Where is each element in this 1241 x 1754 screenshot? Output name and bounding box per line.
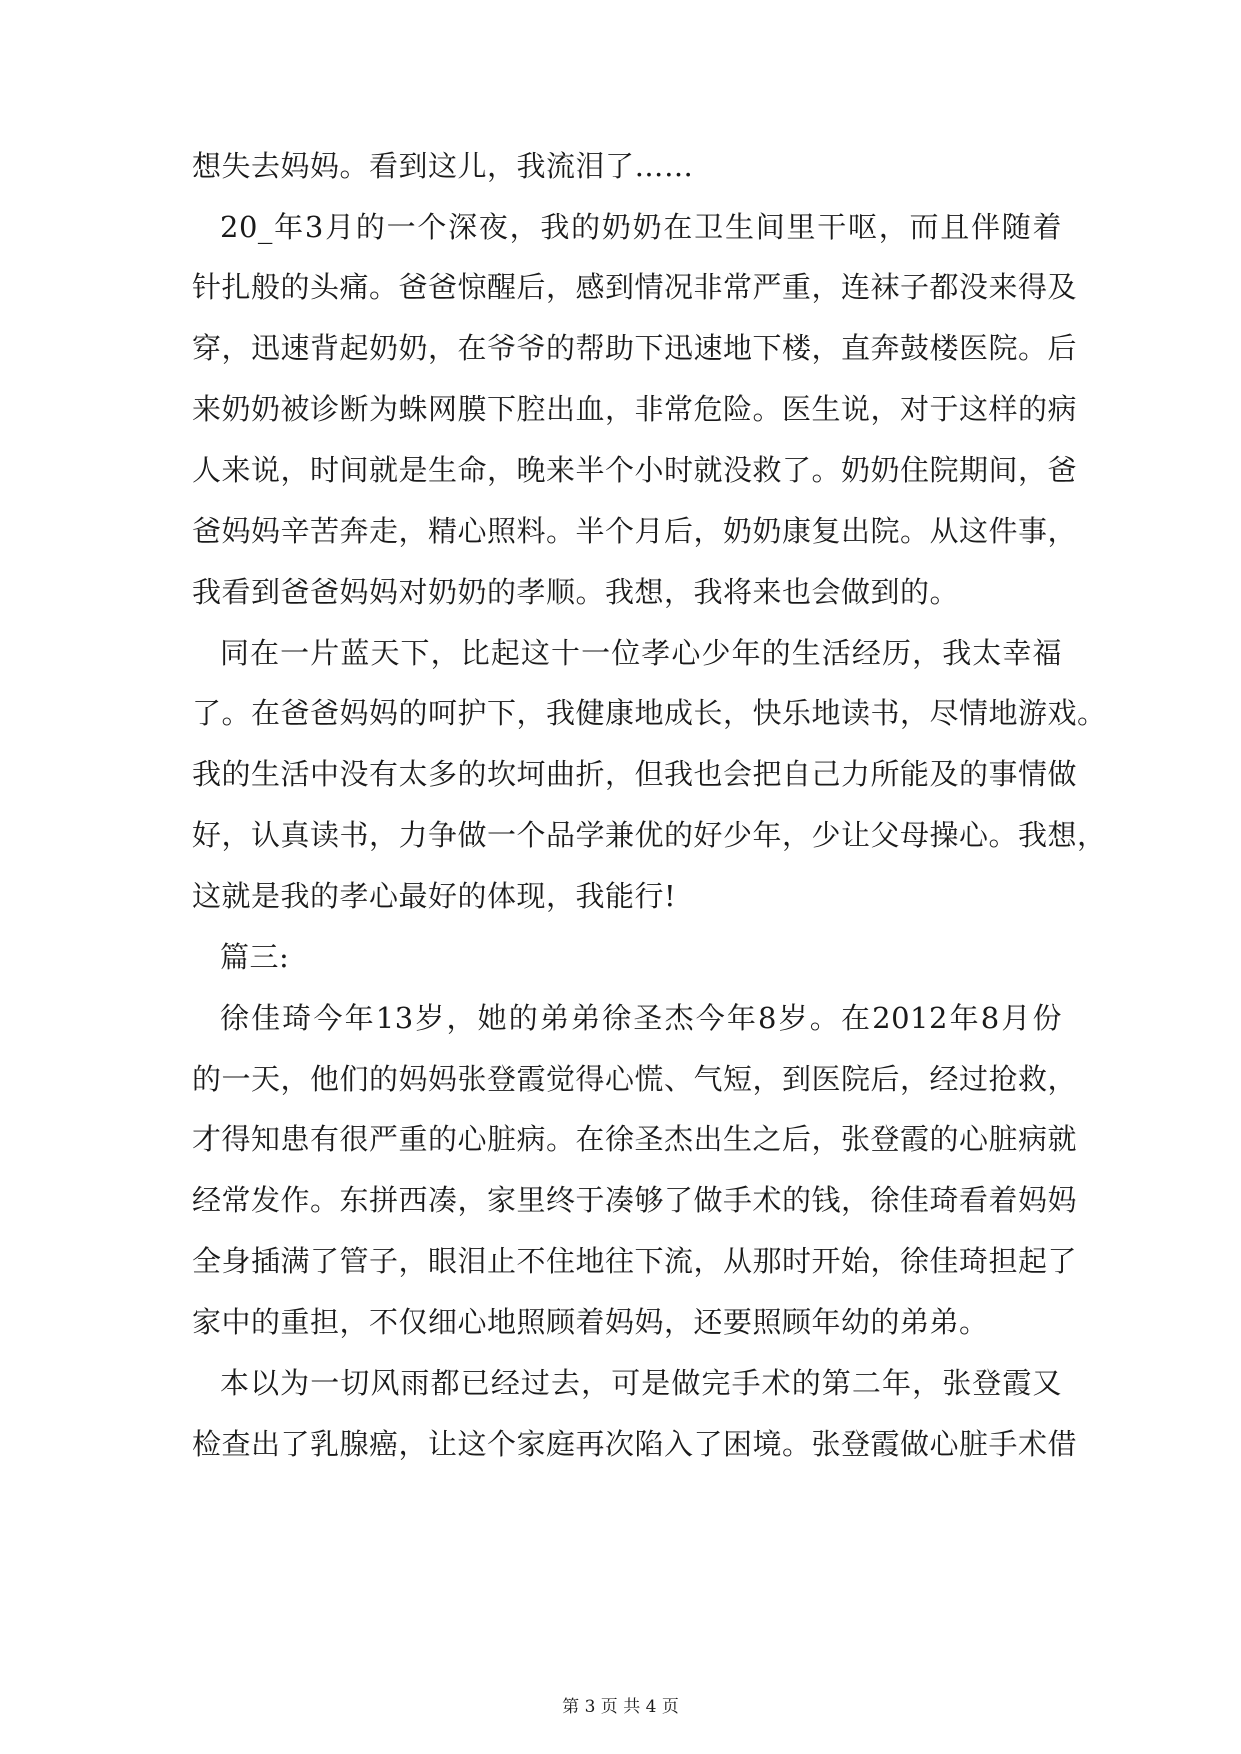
text-line: 好，认真读书，力争做一个品学兼优的好少年，少让父母操心。我想， <box>192 818 1107 852</box>
section-heading: 篇三: <box>220 940 290 974</box>
text-line: 这就是我的孝心最好的体现，我能行! <box>192 879 677 913</box>
text-line: 人来说，时间就是生命，晚来半个小时就没救了。奶奶住院期间，爸 <box>192 453 1078 487</box>
text-line: 徐佳琦今年13岁，她的弟弟徐圣杰今年8岁。在2012年8月份 <box>220 1001 1062 1035</box>
text-line: 我看到爸爸妈妈对奶奶的孝顺。我想，我将来也会做到的。 <box>192 575 960 609</box>
text-line: 经常发作。东拼西凑，家里终于凑够了做手术的钱，徐佳琦看着妈妈 <box>192 1183 1078 1217</box>
text-line: 同在一片蓝天下，比起这十一位孝心少年的生活经历，我太幸福 <box>220 636 1062 670</box>
page-footer: 第 3 页 共 4 页 <box>562 1697 679 1717</box>
text-line: 我的生活中没有太多的坎坷曲折，但我也会把自己力所能及的事情做 <box>192 757 1078 791</box>
text-line: 20_年3月的一个深夜，我的奶奶在卫生间里干呕，而且伴随着 <box>220 210 1062 244</box>
text-line: 针扎般的头痛。爸爸惊醒后，感到情况非常严重，连袜子都没来得及 <box>192 270 1078 304</box>
text-line: 穿，迅速背起奶奶，在爷爷的帮助下迅速地下楼，直奔鼓楼医院。后 <box>192 331 1078 365</box>
text-line: 本以为一切风雨都已经过去，可是做完手术的第二年，张登霞又 <box>220 1366 1062 1400</box>
text-line: 了。在爸爸妈妈的呵护下，我健康地成长，快乐地读书，尽情地游戏。 <box>192 696 1107 730</box>
text-line: 的一天，他们的妈妈张登霞觉得心慌、气短，到医院后，经过抢救， <box>192 1062 1078 1096</box>
text-line: 才得知患有很严重的心脏病。在徐圣杰出生之后，张登霞的心脏病就 <box>192 1122 1078 1156</box>
text-line: 想失去妈妈。看到这儿，我流泪了…… <box>192 149 694 183</box>
text-line: 家中的重担，不仅细心地照顾着妈妈，还要照顾年幼的弟弟。 <box>192 1305 989 1339</box>
text-line: 检查出了乳腺癌，让这个家庭再次陷入了困境。张登霞做心脏手术借 <box>192 1427 1078 1461</box>
text-line: 全身插满了管子，眼泪止不住地往下流，从那时开始，徐佳琦担起了 <box>192 1244 1078 1278</box>
text-line: 爸妈妈辛苦奔走，精心照料。半个月后，奶奶康复出院。从这件事， <box>192 514 1078 548</box>
text-line: 来奶奶被诊断为蛛网膜下腔出血，非常危险。医生说，对于这样的病 <box>192 392 1078 426</box>
